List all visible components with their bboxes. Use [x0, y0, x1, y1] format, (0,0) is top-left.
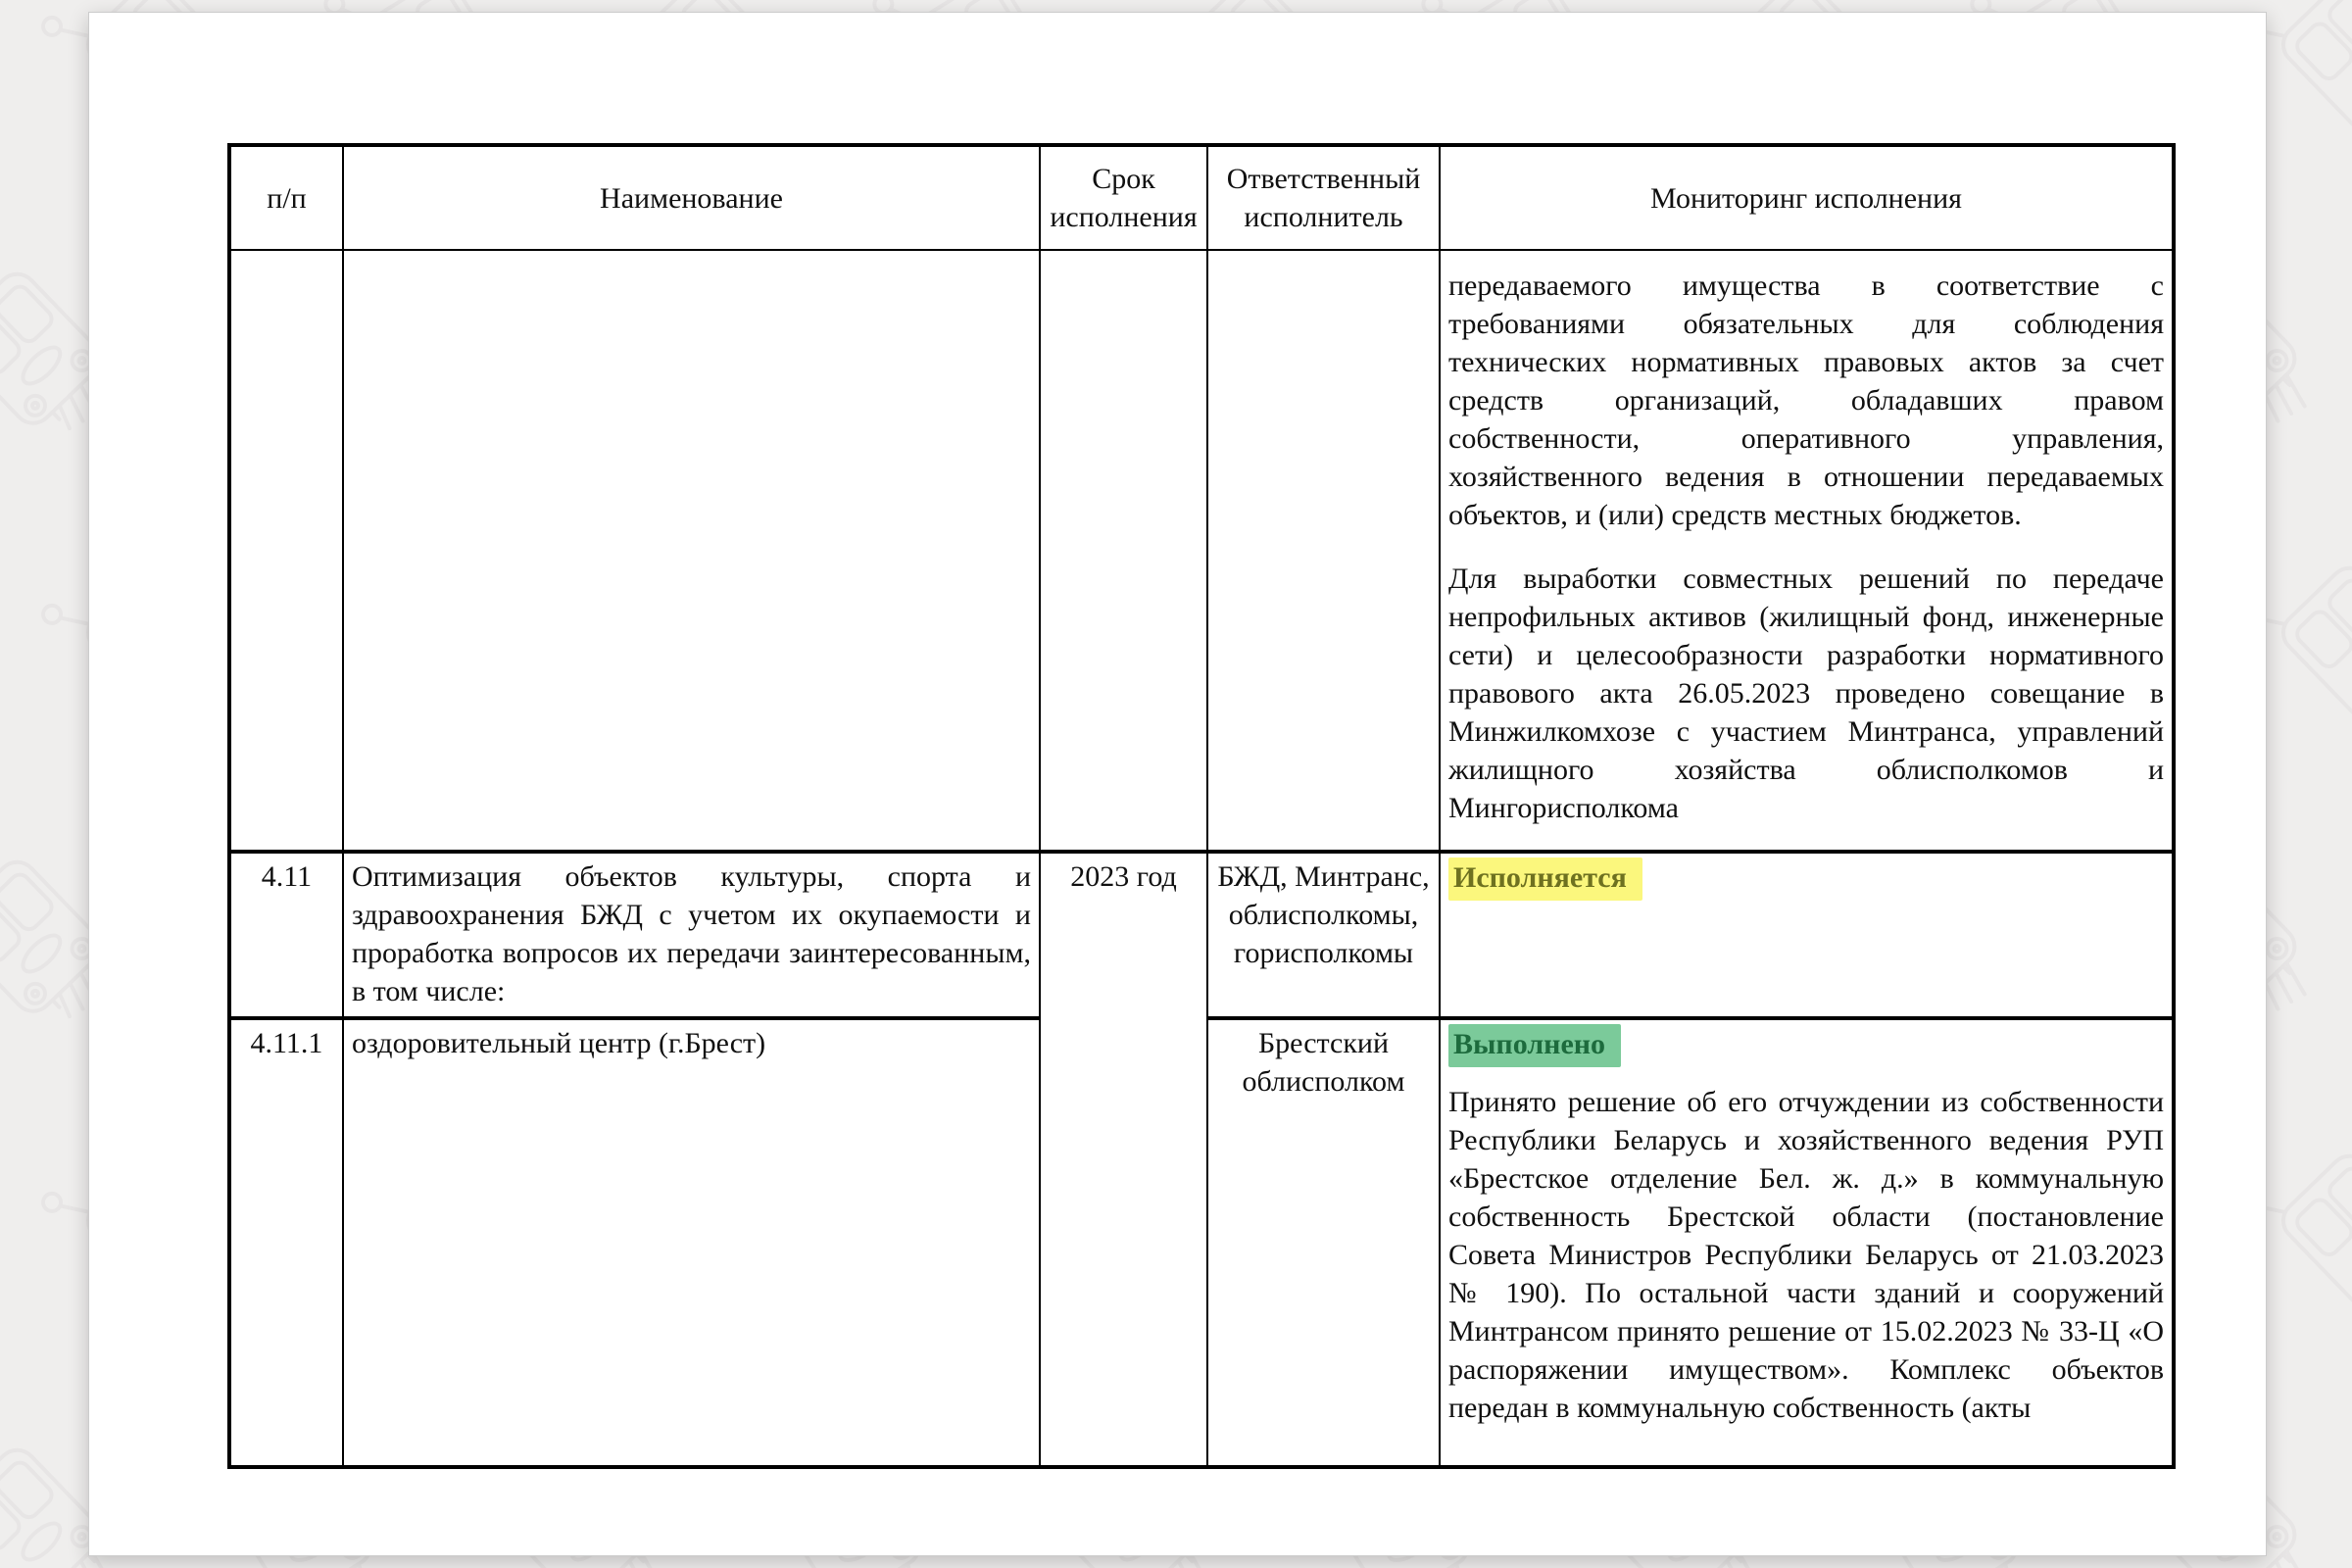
empty-cell — [1040, 250, 1207, 852]
table-row-4-11 — [229, 852, 2174, 1018]
status-badge-done: Выполнено — [1448, 1024, 1621, 1067]
document-page — [88, 12, 2267, 1556]
item-number: 4.11.1 — [229, 1018, 343, 1467]
execution-monitoring-table — [227, 143, 2176, 1469]
column-header-executor: Ответственный исполнитель — [1207, 145, 1440, 250]
empty-cell — [343, 250, 1040, 852]
monitoring-paragraph: передаваемого имущества в соответствие с требованиями обязательных для соблюдения технических нормативных правовых актов за счет средств организаций, обладавших правом собственности, оперативного управления, хозяйственного ведения в отношении передаваемых объектов, и (или) средств местных бюджетов. — [1448, 270, 2164, 531]
monitoring-cell-4-11-1 — [1440, 1018, 2174, 1467]
item-executor: БЖД, Минтранс, облисполкомы, горисполкомы — [1207, 852, 1440, 1018]
item-name: Оптимизация объектов культуры, спорта и здравоохранения БЖД с учетом их окупаемости и проработка вопросов их передачи заинтересованным, в том числе: — [343, 852, 1040, 1018]
column-header-monitoring: Мониторинг исполнения — [1440, 145, 2174, 250]
empty-cell — [229, 250, 343, 852]
table-header-row — [229, 145, 2174, 250]
item-name: оздоровительный центр (г.Брест) — [343, 1018, 1040, 1467]
column-header-number: п/п — [229, 145, 343, 250]
status-badge-in-progress: Исполняется — [1448, 858, 1642, 901]
monitoring-paragraph: Принято решение об его отчуждении из собственности Республики Беларусь и хозяйственного ведения РУП «Брестское отделение Бел. ж. д.» в коммунальную собственность Брестской области (постановление Совета Министров Республики Беларусь от 21.03.2023 № 190). По остальной части зданий и сооружений Минтрансом принято решение от 15.02.2023 № 33-Ц «О распоряжении имуществом». Комплекс объектов передан в коммунальную собственность (акты — [1448, 1086, 2164, 1424]
column-header-term: Срок исполнения — [1040, 145, 1207, 250]
empty-cell — [1207, 250, 1440, 852]
column-header-name: Наименование — [343, 145, 1040, 250]
item-term: 2023 год — [1040, 852, 1207, 1467]
monitoring-cell-continuation — [1440, 250, 2174, 852]
monitoring-cell-4-11 — [1440, 852, 2174, 1018]
table-row-continuation — [229, 250, 2174, 852]
item-executor: Брестский облисполком — [1207, 1018, 1440, 1467]
item-number: 4.11 — [229, 852, 343, 1018]
monitoring-paragraph: Для выработки совместных решений по передаче непрофильных активов (жилищный фонд, инженерные сети) и целесообразности разработки нормативного правового акта 26.05.2023 проведено совещание в Минжилкомхозе с участием Минтранса, управлений жилищного хозяйства облисполкомов и Мингорисполкома — [1448, 563, 2164, 824]
